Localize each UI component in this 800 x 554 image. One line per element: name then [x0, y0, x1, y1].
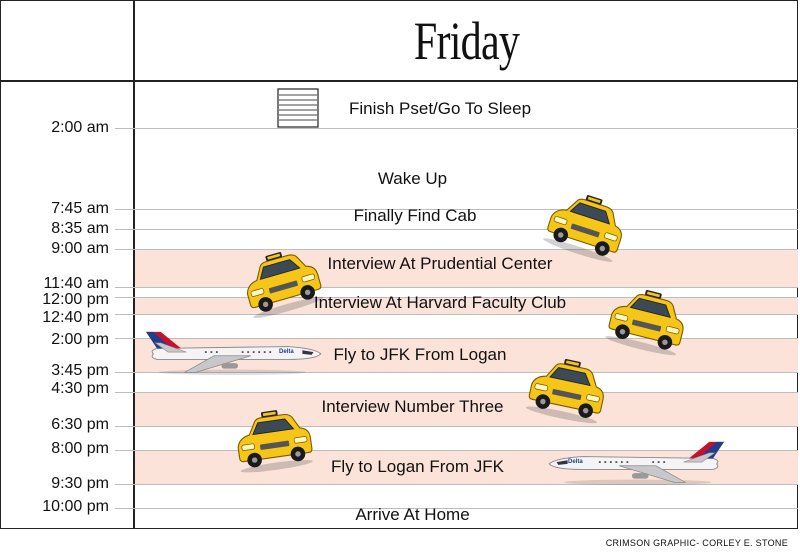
time-label: 7:45 am	[51, 200, 109, 217]
day-title: Friday	[413, 11, 520, 71]
time-label: 10:00 pm	[42, 498, 109, 515]
airline-livery-text: Delta	[279, 349, 294, 355]
time-label: 9:00 am	[51, 240, 109, 257]
time-label: 6:30 pm	[51, 416, 109, 433]
gridline	[115, 128, 798, 129]
time-label: 3:45 pm	[51, 362, 109, 379]
time-label: 9:30 pm	[51, 475, 109, 492]
time-label: 2:00 am	[51, 119, 109, 136]
airplane-icon	[140, 330, 325, 376]
time-label: 12:00 pm	[42, 291, 109, 308]
time-label: 4:30 pm	[51, 380, 109, 397]
gridline	[115, 229, 798, 230]
gridline	[115, 314, 798, 315]
time-label: 8:00 pm	[51, 440, 109, 457]
event-finish-pset: Finish Pset/Go To Sleep	[348, 99, 532, 118]
event-fly-to-logan: Fly to Logan From JFK	[331, 457, 504, 476]
event-harvard-interview: Interview At Harvard Faculty Club	[313, 293, 567, 312]
event-arrive-home: Arrive At Home	[355, 505, 470, 524]
gridline	[115, 287, 798, 288]
time-label: 2:00 pm	[51, 331, 109, 348]
taxi-icon	[228, 403, 318, 478]
gridline	[115, 392, 798, 393]
event-wake-up: Wake Up	[377, 169, 448, 188]
event-find-cab: Finally Find Cab	[353, 206, 477, 225]
time-label: 8:35 am	[51, 220, 109, 237]
airline-livery-text: Delta	[568, 459, 583, 465]
event-fly-to-jfk: Fly to JFK From Logan	[333, 345, 507, 364]
gridline	[115, 426, 798, 427]
gridline	[115, 249, 798, 250]
time-label: 12:40 pm	[42, 309, 109, 326]
event-prudential-interview: Interview At Prudential Center	[327, 254, 553, 273]
time-label: 11:40 am	[43, 275, 109, 292]
header-divider	[0, 80, 798, 82]
graphic-credit: CRIMSON GRAPHIC- CORLEY E. STONE	[605, 538, 788, 548]
event-interview-three: Interview Number Three	[321, 397, 504, 416]
